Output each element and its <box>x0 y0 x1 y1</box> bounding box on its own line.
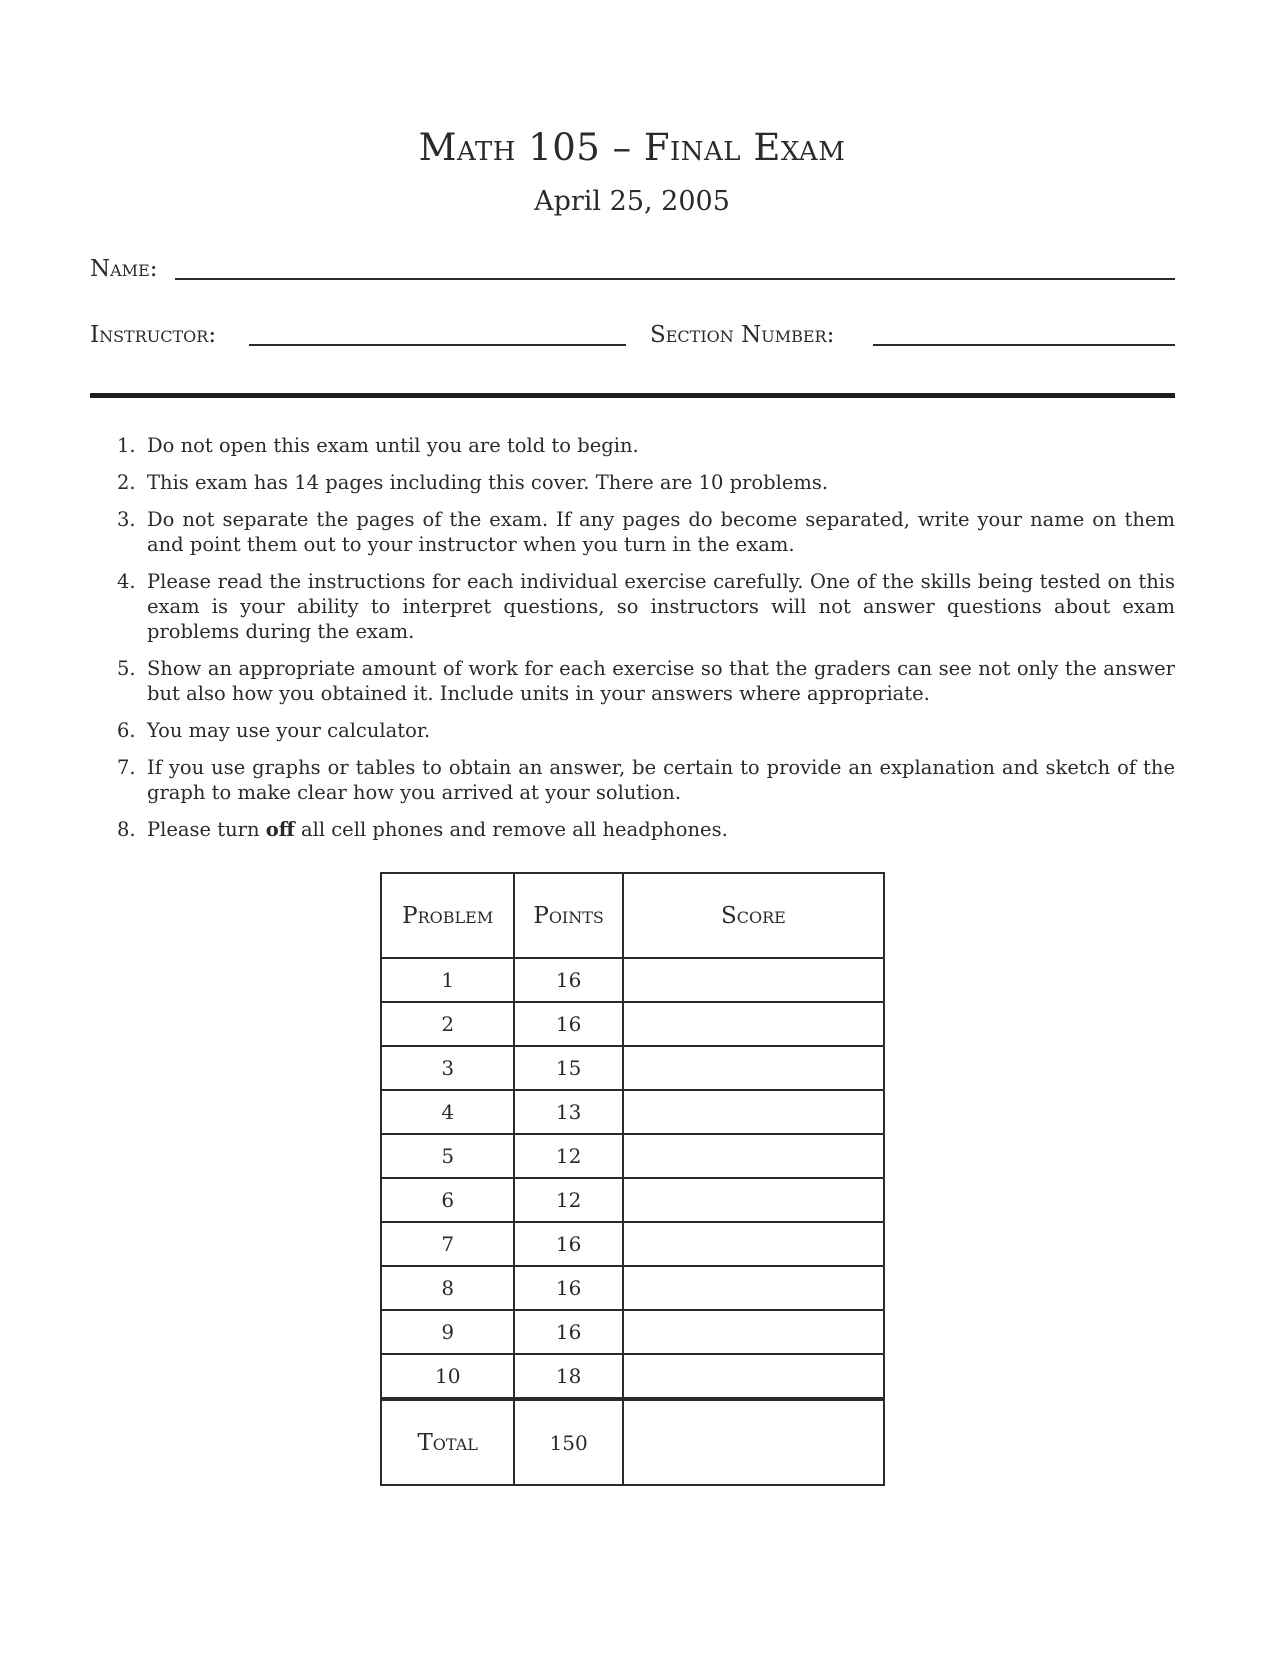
section-number-label: Section Number: <box>650 322 835 348</box>
score-cell <box>623 1310 884 1354</box>
score-cell <box>623 1134 884 1178</box>
column-header-score: Score <box>623 873 884 958</box>
score-cell <box>623 1354 884 1399</box>
score-cell <box>623 1266 884 1310</box>
problem-cell: 1 <box>381 958 514 1002</box>
instruction-item: 2. This exam has 14 pages including this cover. There are 10 problems. <box>117 471 829 494</box>
instruction-item: 4. Please read the instructions for each individual exercise carefully. One of the skills being tested on this exam is your ability to interpret questions, so instructors will not answer questions about exam problems during the exam. <box>117 570 1175 643</box>
total-label: Total <box>381 1399 514 1485</box>
points-cell: 15 <box>514 1046 622 1090</box>
score-cell <box>623 1178 884 1222</box>
total-row <box>381 1399 884 1485</box>
name-label: Name: <box>90 256 158 282</box>
score-cell <box>623 1002 884 1046</box>
instruction-item: 5. Show an appropriate amount of work for each exercise so that the graders can see not only the answer but also how you obtained it. Include units in your answers where appropriate. <box>117 657 1175 705</box>
problem-cell: 3 <box>381 1046 514 1090</box>
points-cell: 16 <box>514 1222 622 1266</box>
instruction-item: 8. Please turn off all cell phones and remove all headphones. <box>117 818 728 841</box>
table-row <box>381 1046 884 1090</box>
exam-date: April 25, 2005 <box>534 186 730 217</box>
score-cell <box>623 1046 884 1090</box>
total-score-cell <box>623 1399 884 1485</box>
problem-cell: 7 <box>381 1222 514 1266</box>
table-row <box>381 1090 884 1134</box>
table-row <box>381 1222 884 1266</box>
score-table-header-row <box>381 873 884 958</box>
instructions-list <box>90 433 1175 854</box>
table-row <box>381 1354 884 1399</box>
points-cell: 16 <box>514 1266 622 1310</box>
header-divider <box>90 393 1175 398</box>
instructor-field[interactable] <box>249 344 626 346</box>
points-cell: 16 <box>514 958 622 1002</box>
problem-cell: 9 <box>381 1310 514 1354</box>
section-number-field[interactable] <box>873 344 1175 346</box>
table-row <box>381 958 884 1002</box>
points-cell: 13 <box>514 1090 622 1134</box>
instructor-label: Instructor: <box>90 322 217 348</box>
table-row <box>381 1310 884 1354</box>
column-header-points: Points <box>514 873 622 958</box>
points-cell: 12 <box>514 1178 622 1222</box>
name-field[interactable] <box>175 278 1175 280</box>
table-row <box>381 1266 884 1310</box>
exam-title: Math 105 – Final Exam <box>418 126 846 169</box>
problem-cell: 5 <box>381 1134 514 1178</box>
problem-cell: 4 <box>381 1090 514 1134</box>
points-cell: 16 <box>514 1002 622 1046</box>
table-row <box>381 1002 884 1046</box>
problem-cell: 10 <box>381 1354 514 1399</box>
points-cell: 16 <box>514 1310 622 1354</box>
total-points: 150 <box>514 1399 622 1485</box>
table-row <box>381 1134 884 1178</box>
score-table <box>380 872 885 1486</box>
score-cell <box>623 1222 884 1266</box>
instruction-item: 1. Do not open this exam until you are told to begin. <box>117 434 639 457</box>
score-cell <box>623 958 884 1002</box>
instruction-item: 6. You may use your calculator. <box>117 719 431 742</box>
instruction-item: 3. Do not separate the pages of the exam. If any pages do become separated, write your name on them and point them out to your instructor when you turn in the exam. <box>117 508 1175 556</box>
column-header-problem: Problem <box>381 873 514 958</box>
points-cell: 12 <box>514 1134 622 1178</box>
table-row <box>381 1178 884 1222</box>
points-cell: 18 <box>514 1354 622 1399</box>
problem-cell: 6 <box>381 1178 514 1222</box>
score-cell <box>623 1090 884 1134</box>
problem-cell: 2 <box>381 1002 514 1046</box>
problem-cell: 8 <box>381 1266 514 1310</box>
instruction-item: 7. If you use graphs or tables to obtain an answer, be certain to provide an explanation and sketch of the graph to make clear how you arrived at your solution. <box>117 756 1175 804</box>
